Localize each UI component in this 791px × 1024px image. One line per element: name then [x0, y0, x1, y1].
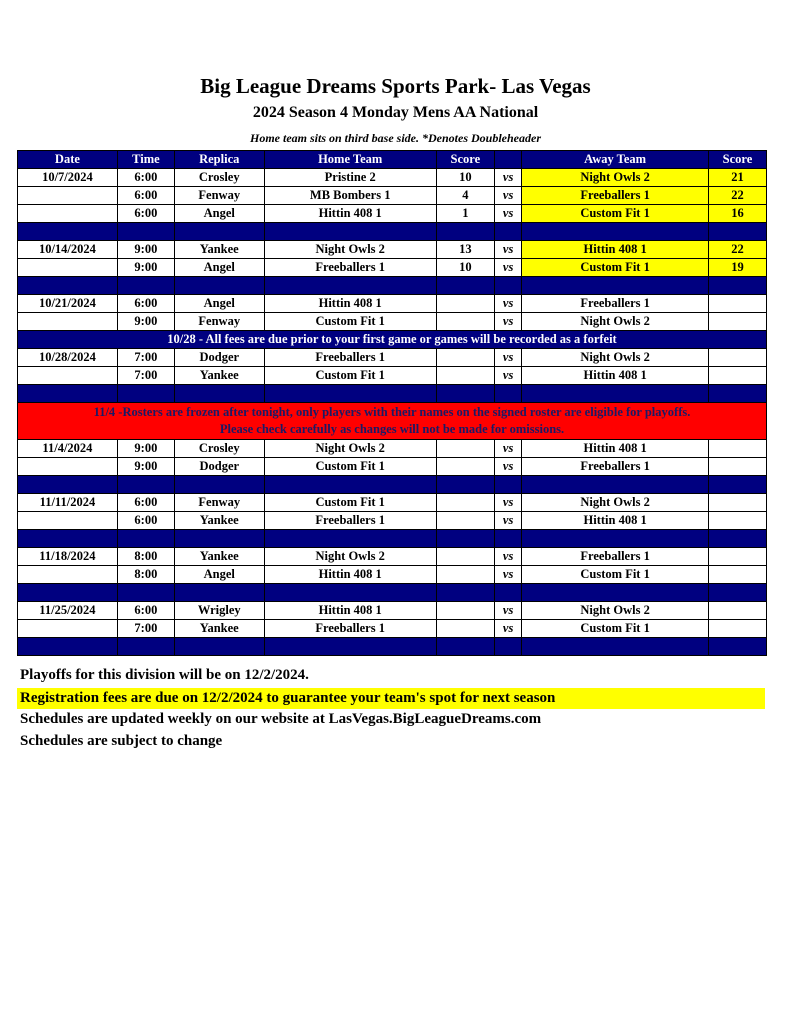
vs-label: vs — [494, 602, 522, 620]
game-time: 6:00 — [117, 494, 174, 512]
game-time: 7:00 — [117, 349, 174, 367]
replica-field: Fenway — [174, 494, 264, 512]
separator-cell — [18, 584, 118, 602]
away-team: Freeballers 1 — [522, 295, 708, 313]
separator-cell — [494, 476, 522, 494]
away-score — [708, 548, 766, 566]
col-header-home-team: Home Team — [264, 151, 436, 169]
replica-field: Yankee — [174, 548, 264, 566]
separator-cell — [522, 223, 708, 241]
away-team: Night Owls 2 — [522, 602, 708, 620]
separator-cell — [436, 277, 494, 295]
vs-label: vs — [494, 566, 522, 584]
game-row — [18, 548, 767, 566]
home-score — [436, 313, 494, 331]
separator-cell — [174, 385, 264, 403]
away-score — [708, 620, 766, 638]
separator-cell — [174, 584, 264, 602]
separator-cell — [708, 385, 766, 403]
home-team: Custom Fit 1 — [264, 367, 436, 385]
away-team: Freeballers 1 — [522, 548, 708, 566]
home-score: 4 — [436, 187, 494, 205]
separator-cell — [18, 385, 118, 403]
home-score — [436, 349, 494, 367]
vs-label: vs — [494, 169, 522, 187]
home-team: Hittin 408 1 — [264, 295, 436, 313]
separator-cell — [708, 584, 766, 602]
vs-label: vs — [494, 313, 522, 331]
vs-label: vs — [494, 367, 522, 385]
game-time: 7:00 — [117, 367, 174, 385]
separator-cell — [264, 223, 436, 241]
game-date: 10/21/2024 — [18, 295, 118, 313]
replica-field: Yankee — [174, 620, 264, 638]
separator-cell — [18, 277, 118, 295]
game-date: 11/18/2024 — [18, 548, 118, 566]
game-row — [18, 566, 767, 584]
separator-cell — [522, 584, 708, 602]
game-date — [18, 458, 118, 476]
home-score: 10 — [436, 169, 494, 187]
game-date: 10/28/2024 — [18, 349, 118, 367]
separator-cell — [522, 277, 708, 295]
home-team: Pristine 2 — [264, 169, 436, 187]
col-header-away-score: Score — [708, 151, 766, 169]
home-team: Hittin 408 1 — [264, 602, 436, 620]
game-time: 8:00 — [117, 548, 174, 566]
game-time: 7:00 — [117, 620, 174, 638]
home-team: Freeballers 1 — [264, 512, 436, 530]
away-score — [708, 458, 766, 476]
separator-row — [18, 638, 767, 656]
separator-cell — [494, 530, 522, 548]
replica-field: Dodger — [174, 458, 264, 476]
game-time: 9:00 — [117, 440, 174, 458]
away-team: Hittin 408 1 — [522, 512, 708, 530]
separator-cell — [522, 530, 708, 548]
website-note: Schedules are updated weekly on our website at LasVegas.BigLeagueDreams.com — [20, 711, 542, 727]
game-time: 9:00 — [117, 259, 174, 277]
vs-label: vs — [494, 548, 522, 566]
game-row — [18, 169, 767, 187]
game-row — [18, 241, 767, 259]
separator-cell — [708, 476, 766, 494]
roster-alert-line: 11/4 -Rosters are frozen after tonight, only players with their names on the signed roster are eligible for playoffs. — [93, 405, 691, 419]
separator-cell — [264, 638, 436, 656]
separator-cell — [117, 638, 174, 656]
game-date — [18, 313, 118, 331]
game-date: 10/7/2024 — [18, 169, 118, 187]
game-date — [18, 620, 118, 638]
home-score — [436, 512, 494, 530]
away-team: Night Owls 2 — [522, 349, 708, 367]
game-date: 10/14/2024 — [18, 241, 118, 259]
away-team: Custom Fit 1 — [522, 205, 708, 223]
header-row — [18, 151, 767, 169]
away-score: 19 — [708, 259, 766, 277]
away-score — [708, 512, 766, 530]
replica-field: Angel — [174, 205, 264, 223]
separator-cell — [436, 584, 494, 602]
away-score — [708, 367, 766, 385]
separator-cell — [264, 277, 436, 295]
game-row — [18, 620, 767, 638]
game-date — [18, 259, 118, 277]
separator-cell — [18, 223, 118, 241]
game-date: 11/25/2024 — [18, 602, 118, 620]
separator-cell — [436, 476, 494, 494]
vs-label: vs — [494, 187, 522, 205]
away-score — [708, 602, 766, 620]
separator-cell — [174, 277, 264, 295]
home-score — [436, 295, 494, 313]
separator-row — [18, 277, 767, 295]
vs-label: vs — [494, 205, 522, 223]
home-score — [436, 440, 494, 458]
game-time: 6:00 — [117, 169, 174, 187]
separator-cell — [494, 385, 522, 403]
separator-cell — [174, 223, 264, 241]
separator-cell — [264, 584, 436, 602]
away-team: Freeballers 1 — [522, 187, 708, 205]
away-score — [708, 295, 766, 313]
col-header-replica: Replica — [174, 151, 264, 169]
separator-cell — [117, 277, 174, 295]
separator-cell — [436, 638, 494, 656]
replica-field: Crosley — [174, 440, 264, 458]
game-row — [18, 313, 767, 331]
game-time: 8:00 — [117, 566, 174, 584]
vs-label: vs — [494, 440, 522, 458]
game-time: 6:00 — [117, 512, 174, 530]
replica-field: Fenway — [174, 187, 264, 205]
separator-cell — [117, 223, 174, 241]
away-team: Freeballers 1 — [522, 458, 708, 476]
game-row — [18, 295, 767, 313]
col-header-vs — [494, 151, 522, 169]
replica-field: Angel — [174, 259, 264, 277]
home-score — [436, 367, 494, 385]
registration-note: Registration fees are due on 12/2/2024 to guarantee your team's spot for next season — [17, 688, 765, 709]
separator-cell — [117, 584, 174, 602]
game-date — [18, 367, 118, 385]
home-team: Custom Fit 1 — [264, 494, 436, 512]
replica-field: Crosley — [174, 169, 264, 187]
game-date: 11/11/2024 — [18, 494, 118, 512]
separator-cell — [174, 476, 264, 494]
home-team: Freeballers 1 — [264, 259, 436, 277]
schedule-body — [18, 169, 767, 656]
vs-label: vs — [494, 259, 522, 277]
away-score — [708, 313, 766, 331]
separator-cell — [708, 223, 766, 241]
separator-cell — [494, 584, 522, 602]
replica-field: Angel — [174, 566, 264, 584]
game-row — [18, 205, 767, 223]
game-row — [18, 259, 767, 277]
vs-label: vs — [494, 512, 522, 530]
game-row — [18, 187, 767, 205]
game-date — [18, 566, 118, 584]
away-team: Night Owls 2 — [522, 494, 708, 512]
game-row — [18, 349, 767, 367]
vs-label: vs — [494, 295, 522, 313]
separator-row — [18, 223, 767, 241]
separator-cell — [522, 638, 708, 656]
separator-cell — [522, 476, 708, 494]
home-team: Night Owls 2 — [264, 548, 436, 566]
separator-row — [18, 584, 767, 602]
away-team: Night Owls 2 — [522, 313, 708, 331]
replica-field: Wrigley — [174, 602, 264, 620]
separator-cell — [117, 476, 174, 494]
season-subtitle: 2024 Season 4 Monday Mens AA National — [252, 104, 539, 121]
vs-label: vs — [494, 349, 522, 367]
away-score — [708, 349, 766, 367]
home-team: Night Owls 2 — [264, 440, 436, 458]
col-header-away-team: Away Team — [522, 151, 708, 169]
change-note: Schedules are subject to change — [20, 733, 223, 749]
separator-cell — [436, 223, 494, 241]
away-team: Custom Fit 1 — [522, 620, 708, 638]
separator-cell — [436, 530, 494, 548]
home-team: MB Bombers 1 — [264, 187, 436, 205]
replica-field: Fenway — [174, 313, 264, 331]
vs-label: vs — [494, 620, 522, 638]
home-team: Freeballers 1 — [264, 349, 436, 367]
separator-cell — [117, 530, 174, 548]
home-score — [436, 494, 494, 512]
home-team: Custom Fit 1 — [264, 458, 436, 476]
game-row — [18, 602, 767, 620]
separator-cell — [18, 530, 118, 548]
schedule-note: Home team sits on third base side. *Denotes Doubleheader — [250, 131, 541, 145]
game-date — [18, 512, 118, 530]
game-time: 9:00 — [117, 313, 174, 331]
away-score — [708, 566, 766, 584]
home-score — [436, 548, 494, 566]
home-score — [436, 458, 494, 476]
game-row — [18, 367, 767, 385]
separator-row — [18, 530, 767, 548]
game-date — [18, 187, 118, 205]
roster-alert — [18, 403, 767, 440]
game-time: 6:00 — [117, 205, 174, 223]
away-score — [708, 440, 766, 458]
replica-field: Yankee — [174, 512, 264, 530]
away-team: Custom Fit 1 — [522, 259, 708, 277]
separator-cell — [494, 223, 522, 241]
away-team: Hittin 408 1 — [522, 241, 708, 259]
game-row — [18, 494, 767, 512]
col-header-time: Time — [117, 151, 174, 169]
home-team: Night Owls 2 — [264, 241, 436, 259]
separator-cell — [18, 638, 118, 656]
game-time: 6:00 — [117, 602, 174, 620]
fees-notice-row — [18, 331, 767, 349]
separator-cell — [264, 385, 436, 403]
home-score — [436, 620, 494, 638]
fees-notice: 10/28 - All fees are due prior to your first game or games will be recorded as a forfeit — [18, 331, 767, 349]
game-time: 9:00 — [117, 241, 174, 259]
replica-field: Angel — [174, 295, 264, 313]
away-score: 21 — [708, 169, 766, 187]
away-team: Hittin 408 1 — [522, 367, 708, 385]
game-time: 6:00 — [117, 187, 174, 205]
replica-field: Dodger — [174, 349, 264, 367]
col-header-home-score: Score — [436, 151, 494, 169]
vs-label: vs — [494, 241, 522, 259]
separator-cell — [264, 530, 436, 548]
separator-row — [18, 476, 767, 494]
away-score: 22 — [708, 187, 766, 205]
separator-cell — [708, 277, 766, 295]
game-date — [18, 205, 118, 223]
separator-cell — [264, 476, 436, 494]
away-team: Custom Fit 1 — [522, 566, 708, 584]
playoffs-note: Playoffs for this division will be on 12/2/2024. — [20, 667, 309, 683]
away-score: 22 — [708, 241, 766, 259]
home-team: Custom Fit 1 — [264, 313, 436, 331]
game-row — [18, 440, 767, 458]
away-score — [708, 494, 766, 512]
game-time: 6:00 — [117, 295, 174, 313]
schedule-table — [17, 150, 767, 656]
replica-field: Yankee — [174, 241, 264, 259]
away-score: 16 — [708, 205, 766, 223]
game-row — [18, 512, 767, 530]
separator-cell — [708, 638, 766, 656]
away-team: Night Owls 2 — [522, 169, 708, 187]
col-header-date: Date — [18, 151, 118, 169]
separator-cell — [174, 530, 264, 548]
separator-cell — [117, 385, 174, 403]
roster-alert-line: Please check carefully as changes will not be made for omissions. — [219, 422, 565, 436]
away-team: Hittin 408 1 — [522, 440, 708, 458]
home-score: 10 — [436, 259, 494, 277]
home-team: Hittin 408 1 — [264, 566, 436, 584]
home-score — [436, 602, 494, 620]
vs-label: vs — [494, 458, 522, 476]
separator-cell — [174, 638, 264, 656]
home-team: Hittin 408 1 — [264, 205, 436, 223]
separator-cell — [522, 385, 708, 403]
roster-alert-row — [18, 403, 767, 440]
separator-cell — [494, 277, 522, 295]
replica-field: Yankee — [174, 367, 264, 385]
page-title: Big League Dreams Sports Park- Las Vegas — [200, 74, 591, 98]
separator-cell — [436, 385, 494, 403]
separator-row — [18, 385, 767, 403]
separator-cell — [494, 638, 522, 656]
separator-cell — [18, 476, 118, 494]
home-score: 13 — [436, 241, 494, 259]
home-score: 1 — [436, 205, 494, 223]
home-team: Freeballers 1 — [264, 620, 436, 638]
home-score — [436, 566, 494, 584]
game-date: 11/4/2024 — [18, 440, 118, 458]
separator-cell — [708, 530, 766, 548]
vs-label: vs — [494, 494, 522, 512]
game-row — [18, 458, 767, 476]
game-time: 9:00 — [117, 458, 174, 476]
